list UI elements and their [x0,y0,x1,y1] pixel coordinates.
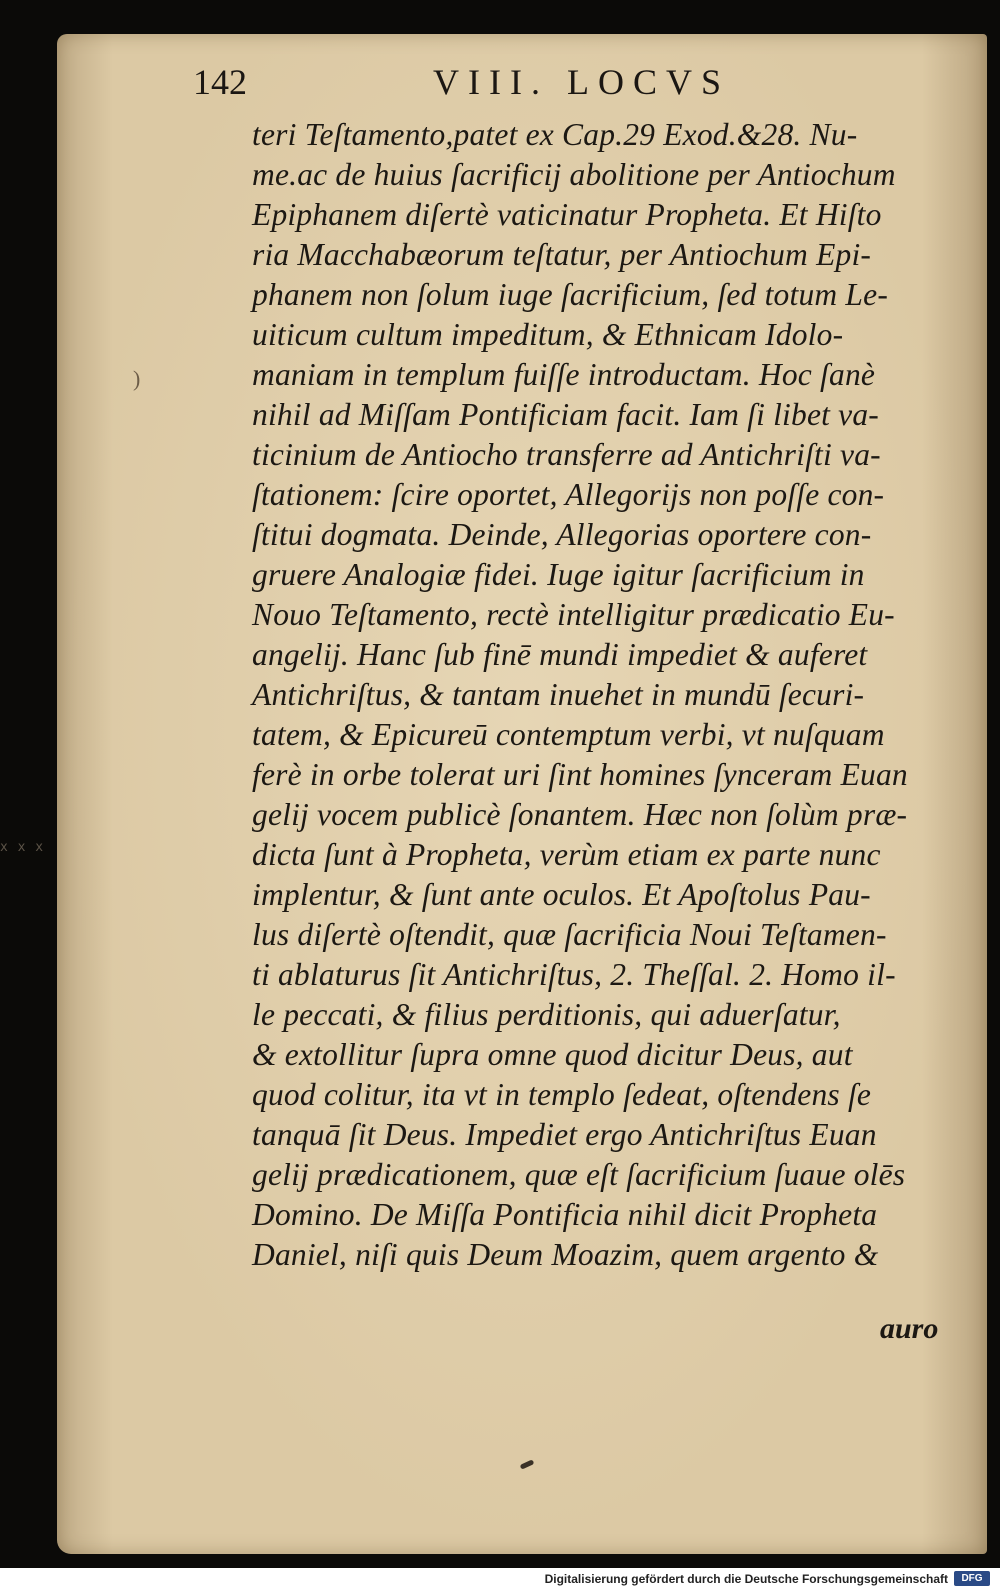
text-line: & extollitur ſupra omne quod dicitur Deus, aut [252,1037,853,1072]
text-line: tatem, & Epicureū contemptum verbi, vt nuſquam [252,717,885,752]
text-line: ria Macchabæorum teſtatur, per Antiochum Epi- [252,237,872,272]
text-line: implentur, & ſunt ante oculos. Et Apoſtolus Pau- [252,877,871,912]
footer-credit: Digitalisierung gefördert durch die Deutsche Forschungsgemeinschaft [544,1572,948,1586]
text-line: uiticum cultum impeditum, & Ethnicam Idolo- [252,317,844,352]
text-line: gruere Analogiæ fidei. Iuge igitur ſacrificium in [252,557,865,592]
text-line: ticinium de Antiocho transferre ad Antichriſti va- [252,437,881,472]
text-line: ſtitui dogmata. Deinde, Allegorias oportere con- [252,517,872,552]
page-header [193,61,953,111]
text-line: Nouo Teſtamento, rectè intelligitur prædicatio Eu- [252,597,895,632]
text-line: Epiphanem diſertè vaticinatur Propheta. Et Hiſto [252,197,882,232]
dfg-logo-icon: DFG [954,1571,990,1586]
text-line: ſtationem: ſcire oportet, Allegorijs non poſſe con- [252,477,885,512]
body-text [252,115,952,1275]
margin-mark: ) [133,366,141,391]
text-line: Daniel, niſi quis Deum Moazim, quem argento & [252,1237,879,1272]
text-line: gelij prædicationem, quæ eſt ſacrificium ſuaue olēs [252,1157,906,1192]
text-line: teri Teſtamento,patet ex Cap.29 Exod.&28. Nu- [252,117,858,152]
text-line: tanquā ſit Deus. Impediet ergo Antichriſtus Euan [252,1117,877,1152]
text-line: gelij vocem publicè ſonantem. Hæc non ſolùm præ- [252,797,908,832]
text-line: ferè in orbe tolerat uri ſint homines ſynceram Euan [252,757,908,792]
text-line: nihil ad Miſſam Pontificiam facit. Iam ſi libet va- [252,397,879,432]
text-line: angelij. Hanc ſub finē mundi impediet & auferet [252,637,868,672]
page-number: 142 [193,62,247,102]
text-line: maniam in templum fuiſſe introductam. Hoc ſanè [252,357,876,392]
running-head: VIII. LOCVS [433,62,730,102]
catchword: auro [880,1312,939,1345]
text-line: ti ablaturus ſit Antichriſtus, 2. Theſſal. 2. Homo il- [252,957,896,992]
text-line: le peccati, & filius perditionis, qui aduerſatur, [252,997,841,1032]
text-line: Antichriſtus, & tantam inuehet in mundū ſecuri- [252,677,865,712]
text-line: dicta ſunt à Propheta, verùm etiam ex parte nunc [252,837,881,872]
text-line: lus diſertè oſtendit, quæ ſacrificia Noui Teſtamen- [252,917,887,952]
text-line: Domino. De Miſſa Pontificia nihil dicit Propheta [252,1197,878,1232]
spine-marks: x x x [0,840,45,855]
text-line: quod colitur, ita vt in templo ſedeat, oſtendens ſe [252,1077,872,1112]
text-line: me.ac de huius ſacrificij abolitione per Antiochum [252,157,896,192]
text-line: phanem non ſolum iuge ſacrificium, ſed totum Le- [252,277,889,312]
digitization-footer [0,1568,1000,1590]
